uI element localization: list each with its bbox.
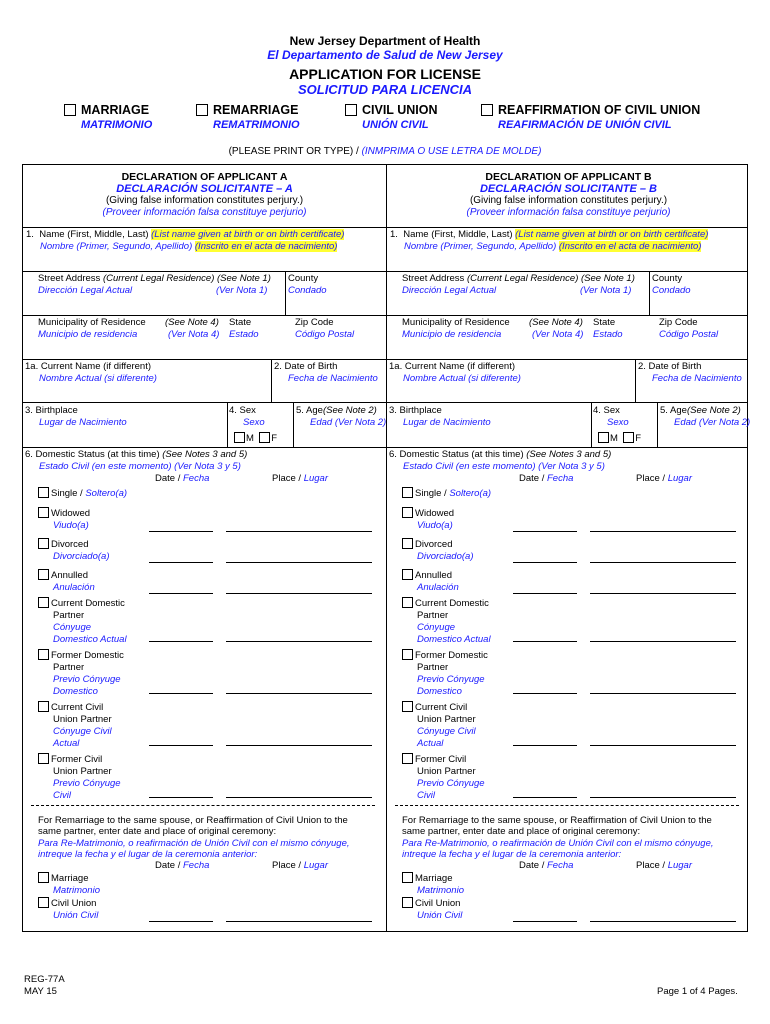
domestic-status-option[interactable]: Current Civil Union Partner Cónyuge Civil Actual [38,701,112,750]
domestic-status-heading: 6. Domestic Status (at this time) (See Notes 3 and 5) Estado Civil (en este momento) (Ver Nota 3 y 5) [389,449,612,472]
domestic-status-option[interactable]: Current Civil Union Partner Cónyuge Civil Actual [402,701,476,750]
checkbox[interactable] [402,487,413,498]
option-label: MARRIAGE [81,103,150,117]
status-date-line[interactable] [513,641,577,642]
status-place-line[interactable] [590,641,736,642]
checkbox[interactable] [402,649,413,660]
date-column-label: Date / Fecha [155,473,210,484]
option-sublabel: UNIÓN CIVIL [362,119,429,131]
option-remarriage[interactable] [196,103,300,131]
checkbox[interactable] [402,897,413,908]
form-title: APPLICATION FOR LICENSE [289,66,481,82]
perjury-warning: (Giving false information constitutes perjury.) [105,195,304,206]
option-sublabel: REAFIRMACIÓN DE UNIÓN CIVIL [498,119,672,131]
name-field[interactable]: 1. Name (First, Middle, Last) (List name given at birth or on birth certificate) Nombre (Primer, Segundo, Apellido) (Inscrito en el acta de nacimiento) [390,229,709,252]
checkbox[interactable] [38,897,49,908]
status-place-line[interactable] [226,593,372,594]
birthplace-field[interactable]: 3. Birthplace Lugar de Nacimiento [25,405,127,428]
applicant-declaration-header [23,171,386,219]
remarriage-instructions: For Remarriage to the same spouse, or Reaffirmation of Civil Union to the same partner, enter date and place of original ceremony: Para Re-Matrimonio, o reafirmación de Unión Civil con el mismo cónyuge, intreque la fecha y el lugar de la ceremonia anterior: [38,815,350,860]
form-title-spanish: SOLICITUD PARA LICENCIA [297,82,473,97]
perjury-warning: (Giving false information constitutes perjury.) [469,195,668,206]
status-date-line[interactable] [513,745,577,746]
department-name: New Jersey Department of Health [289,34,481,48]
checkbox[interactable] [402,753,413,764]
date-column-label: Date / Fecha [519,473,574,484]
checkbox[interactable] [402,507,413,518]
option-label: CIVIL UNION [362,103,438,117]
status-place-line[interactable] [590,693,736,694]
date-of-birth-field[interactable]: 2. Date of Birth Fecha de Nacimiento [638,361,742,384]
original-civil-union-option[interactable]: Civil Union Unión Civil [38,897,98,922]
status-date-line[interactable] [149,593,213,594]
reaffirmation-checkbox[interactable] [481,104,493,116]
form-code: REG-77A MAY 15 [24,974,65,997]
checkbox[interactable] [38,701,49,712]
status-place-line[interactable] [226,797,372,798]
checkbox[interactable] [402,597,413,608]
place-column-label: Place / Lugar [636,860,692,871]
domestic-status-option[interactable]: Former Domestic Partner Previo Cónyuge Domestico [402,649,488,698]
date-of-birth-field[interactable]: 2. Date of Birth Fecha de Nacimiento [274,361,378,384]
remarriage-instructions: For Remarriage to the same spouse, or Reaffirmation of Civil Union to the same partner, enter date and place of original ceremony: Para Re-Matrimonio, o reafirmación de Unión Civil con el mismo cónyuge, intreque la fecha y el lugar de la ceremonia anterior: [402,815,714,860]
status-date-line[interactable] [149,693,213,694]
sex-f-checkbox[interactable] [259,432,270,443]
domestic-status-option[interactable]: Former Civil Union Partner Previo Cónyuge Civil [402,753,485,802]
applicant-title-spanish: DECLARACIÓN SOLICITANTE – A [116,183,293,195]
sex-m-checkbox[interactable] [234,432,245,443]
checkbox[interactable] [38,649,49,660]
perjury-warning-spanish: (Proveer información falsa constituye perjurio) [102,207,307,218]
street-address-field[interactable]: Street Address (Current Legal Residence) (See Note 1) Dirección Legal Actual (Ver Nota 1) [38,273,271,296]
original-place-line[interactable] [226,921,372,922]
zip-code-field[interactable]: Zip Code Código Postal [659,317,719,340]
domestic-status-option[interactable]: Widowed Viudo(a) [38,507,90,532]
age-field[interactable]: 5. Age(See Note 2) Edad (Ver Nota 2) [296,405,387,428]
checkbox[interactable] [38,597,49,608]
status-place-line[interactable] [590,562,736,563]
domestic-status-option[interactable]: Widowed Viudo(a) [402,507,454,532]
option-sublabel: REMATRIMONIO [213,119,300,131]
applicant-title-spanish: DECLARACIÓN SOLICITANTE – B [479,183,658,195]
status-date-line[interactable] [513,593,577,594]
state-field[interactable]: State Estado [229,317,259,340]
applicant-declaration-header [387,171,750,219]
option-civil-union[interactable] [345,103,438,131]
marriage-checkbox[interactable] [64,104,76,116]
status-date-line[interactable] [149,641,213,642]
checkbox[interactable] [402,569,413,580]
checkbox[interactable] [38,538,49,549]
domestic-status-option[interactable]: Current Domestic Partner Cónyuge Domestico Actual [402,597,491,646]
domestic-status-option[interactable]: Former Domestic Partner Previo Cónyuge Domestico [38,649,124,698]
option-label: REAFFIRMATION OF CIVIL UNION [498,103,701,117]
place-column-label: Place / Lugar [636,473,692,484]
sex-field: 4. Sex Sexo M F [593,405,642,444]
current-name-field[interactable]: 1a. Current Name (if different) Nombre Actual (si diferente) [389,361,521,384]
name-field[interactable]: 1. Name (First, Middle, Last) (List name given at birth or on birth certificate) Nombre (Primer, Segundo, Apellido) (Inscrito en el acta de nacimiento) [26,229,345,252]
county-field[interactable]: County Condado [652,273,691,296]
place-column-label: Place / Lugar [272,860,328,871]
status-place-line[interactable] [226,641,372,642]
option-reaffirmation[interactable] [481,103,701,131]
status-place-line[interactable] [226,745,372,746]
perjury-warning-spanish: (Proveer información falsa constituye perjurio) [466,207,671,218]
status-date-line[interactable] [149,797,213,798]
status-place-line[interactable] [226,693,372,694]
domestic-status-option[interactable]: Former Civil Union Partner Previo Cónyuge Civil [38,753,121,802]
state-field[interactable]: State Estado [593,317,623,340]
current-name-field[interactable]: 1a. Current Name (if different) Nombre Actual (si diferente) [25,361,157,384]
option-sublabel: MATRIMONIO [81,119,153,131]
applicant-b-column [387,165,750,931]
department-name-spanish: El Departamento de Salud de New Jersey [267,48,503,62]
zip-code-field[interactable]: Zip Code Código Postal [295,317,355,340]
option-marriage[interactable] [64,103,153,131]
domestic-status-option[interactable]: Current Domestic Partner Cónyuge Domestico Actual [38,597,127,646]
original-civil-union-option[interactable]: Civil Union Unión Civil [402,897,462,922]
municipality-field[interactable]: Municipality of Residence (See Note 4) Municipio de residencia (Ver Nota 4) [402,317,584,340]
domestic-status-option[interactable]: Divorced Divorciado(a) [402,538,474,563]
status-place-line[interactable] [590,593,736,594]
domestic-status-option[interactable]: Divorced Divorciado(a) [38,538,110,563]
municipality-field[interactable]: Municipality of Residence (See Note 4) Municipio de residencia (Ver Nota 4) [38,317,220,340]
status-place-line[interactable] [590,745,736,746]
domestic-status-heading: 6. Domestic Status (at this time) (See Notes 3 and 5) Estado Civil (en este momento) (Ver Nota 3 y 5) [25,449,248,472]
page-number: Page 1 of 4 Pages. [657,986,738,997]
checkbox[interactable] [38,569,49,580]
birthplace-field[interactable]: 3. Birthplace Lugar de Nacimiento [389,405,491,428]
status-date-line[interactable] [513,562,577,563]
date-column-label: Date / Fecha [155,860,210,871]
applicant-title: DECLARATION OF APPLICANT A [121,171,288,183]
status-place-line[interactable] [226,562,372,563]
remarriage-checkbox[interactable] [196,104,208,116]
civil-union-checkbox[interactable] [345,104,357,116]
status-date-line[interactable] [513,693,577,694]
status-place-line[interactable] [590,797,736,798]
original-marriage-option[interactable]: Marriage Matrimonio [402,872,464,897]
original-place-line[interactable] [590,921,736,922]
domestic-status-option[interactable]: Annulled Anulación [402,569,459,594]
checkbox[interactable] [38,507,49,518]
applicant-a-column [23,165,386,931]
checkbox[interactable] [402,538,413,549]
age-field[interactable]: 5. Age(See Note 2) Edad (Ver Nota 2) [660,405,751,428]
original-date-line[interactable] [513,921,577,922]
option-label: REMARRIAGE [213,103,299,117]
checkbox[interactable] [38,487,49,498]
status-date-line[interactable] [513,797,577,798]
place-column-label: Place / Lugar [272,473,328,484]
status-date-line[interactable] [149,745,213,746]
application-frame [22,164,751,932]
sex-field: 4. Sex Sexo M F [229,405,278,444]
original-marriage-option[interactable]: Marriage Matrimonio [38,872,100,897]
status-place-line[interactable] [226,531,372,532]
original-date-line[interactable] [149,921,213,922]
checkbox[interactable] [38,872,49,883]
sex-f-checkbox[interactable] [623,432,634,443]
domestic-status-option[interactable]: Annulled Anulación [38,569,95,594]
status-date-line[interactable] [149,562,213,563]
street-address-field[interactable]: Street Address (Current Legal Residence) (See Note 1) Dirección Legal Actual (Ver Nota 1) [402,273,635,296]
domestic-status-option[interactable]: Single / Soltero(a) [38,487,127,500]
checkbox[interactable] [402,872,413,883]
checkbox[interactable] [402,701,413,712]
print-instruction: (PLEASE PRINT OR TYPE) / (INMPRIMA O USE LETRA DE MOLDE) [228,146,542,157]
sex-m-checkbox[interactable] [598,432,609,443]
applicant-title: DECLARATION OF APPLICANT B [485,171,652,183]
date-column-label: Date / Fecha [519,860,574,871]
status-place-line[interactable] [590,531,736,532]
status-date-line[interactable] [149,531,213,532]
status-date-line[interactable] [513,531,577,532]
county-field[interactable]: County Condado [288,273,327,296]
checkbox[interactable] [38,753,49,764]
domestic-status-option[interactable]: Single / Soltero(a) [402,487,491,500]
